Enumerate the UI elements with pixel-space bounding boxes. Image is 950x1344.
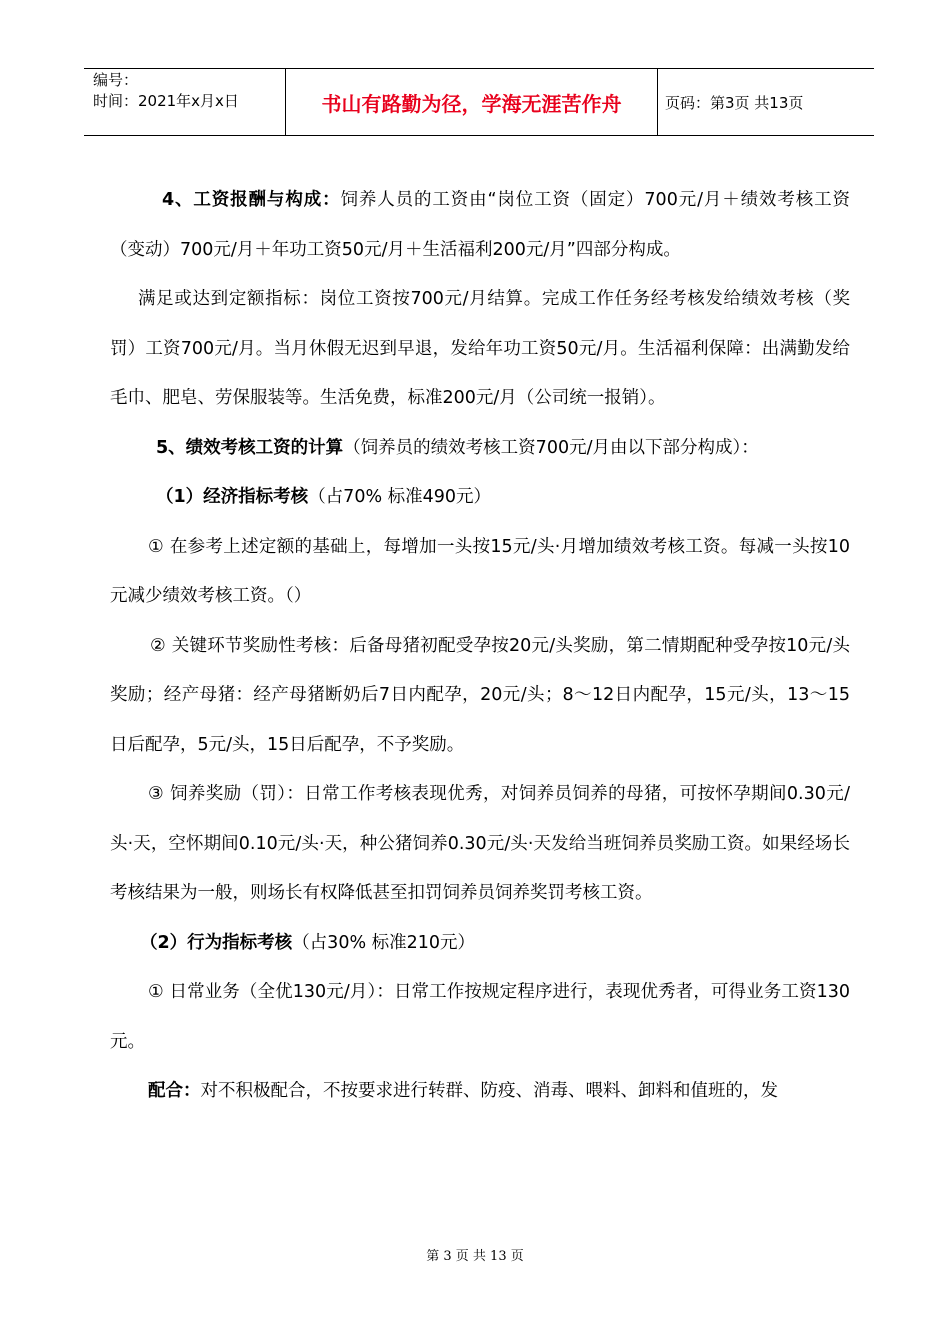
paragraph-item-2 [110,622,850,771]
subsection-heading-1: （1）经济指标考核 [156,487,309,507]
paragraph-daily-business [110,968,850,1067]
header-meta [93,70,239,112]
paragraph-text: 对不积极配合，不按要求进行转群、防疫、消毒、喂料、卸料和值班的，发 [200,1081,778,1101]
document-body [110,176,850,1117]
paragraph-text: ② 关键环节奖励性考核：后备母猪初配受孕按20元/头奖励，第二情期配种受孕按10元/头奖励；经产母猪：经产母猪断奶后7日内配孕，20元/头；8～12日内配孕，15元/头，13～15日后配孕，5元/头，15日后配孕，不予奖励。 [110,635,850,755]
paragraph-text: ③ 饲养奖励（罚）：日常工作考核表现优秀，对饲养员饲养的母猪，可按怀孕期间0.30元/头·天，空怀期间0.10元/头·天，种公猪饲养0.30元/头·天发给当班饲养员奖励工资。如果经场长考核结果为一般，则场长有权降低甚至扣罚饲养员饲养奖罚考核工资。 [110,784,850,903]
paragraph-text: 饲养人员的工资由“岗位工资（固定）700元/月＋绩效考核工资（变动）700元/月＋年功工资50元/月＋生活福利200元/月”四部分构成。 [110,190,850,260]
header-number-label: 编号： [93,71,139,89]
header-divider-right [657,68,658,136]
subsection-heading-2: （2）行为指标考核 [140,932,293,953]
header-motto: 书山有路勤为径，学海无涯苦作舟 [321,92,622,116]
paragraph-performance-calc [110,424,850,474]
header-time-label: 时间：2021年x月x日 [93,92,239,110]
section-heading-5: 5、绩效考核工资的计算 [156,437,344,458]
paragraph-item-1 [110,523,850,622]
paragraph-text: ① 日常业务（全优130元/月）：日常工作按规定程序进行，表现优秀者，可得业务工资130元。 [110,982,850,1052]
paragraph-behavior-index [110,919,850,969]
paragraph-text: （占30% 标准210元） [292,932,476,953]
header-page-info: 页码：第3页 共13页 [665,94,804,112]
paragraph-salary-composition [110,176,850,275]
paragraph-quota [110,275,850,424]
paragraph-text: 满足或达到定额指标：岗位工资按700元/月结算。完成工作任务经考核发给绩效考核（奖罚）工资700元/月。当月休假无迟到早退，发给年功工资50元/月。生活福利保障：出满勤发给毛巾、肥皂、劳保服装等。生活免费，标准200元/月（公司统一报销）。 [110,289,850,408]
section-heading-4: 4、工资报酬与构成： [162,190,341,210]
paragraph-text: ① 在参考上述定额的基础上，每增加一头按15元/头·月增加绩效考核工资。每减一头按10元减少绩效考核工资。（） [110,536,850,606]
inline-heading-cooperation: 配合： [148,1081,201,1101]
header-bottom-rule [84,135,874,136]
header-top-rule [84,68,874,69]
paragraph-cooperation [110,1067,850,1117]
page-footer: 第 3 页 共 13 页 [426,1249,524,1264]
paragraph-item-3 [110,770,850,919]
paragraph-text: （占70% 标准490元） [308,487,492,507]
paragraph-text: （饲养员的绩效考核工资700元/月由以下部分构成）： [343,437,759,458]
paragraph-economic-index [110,473,850,523]
